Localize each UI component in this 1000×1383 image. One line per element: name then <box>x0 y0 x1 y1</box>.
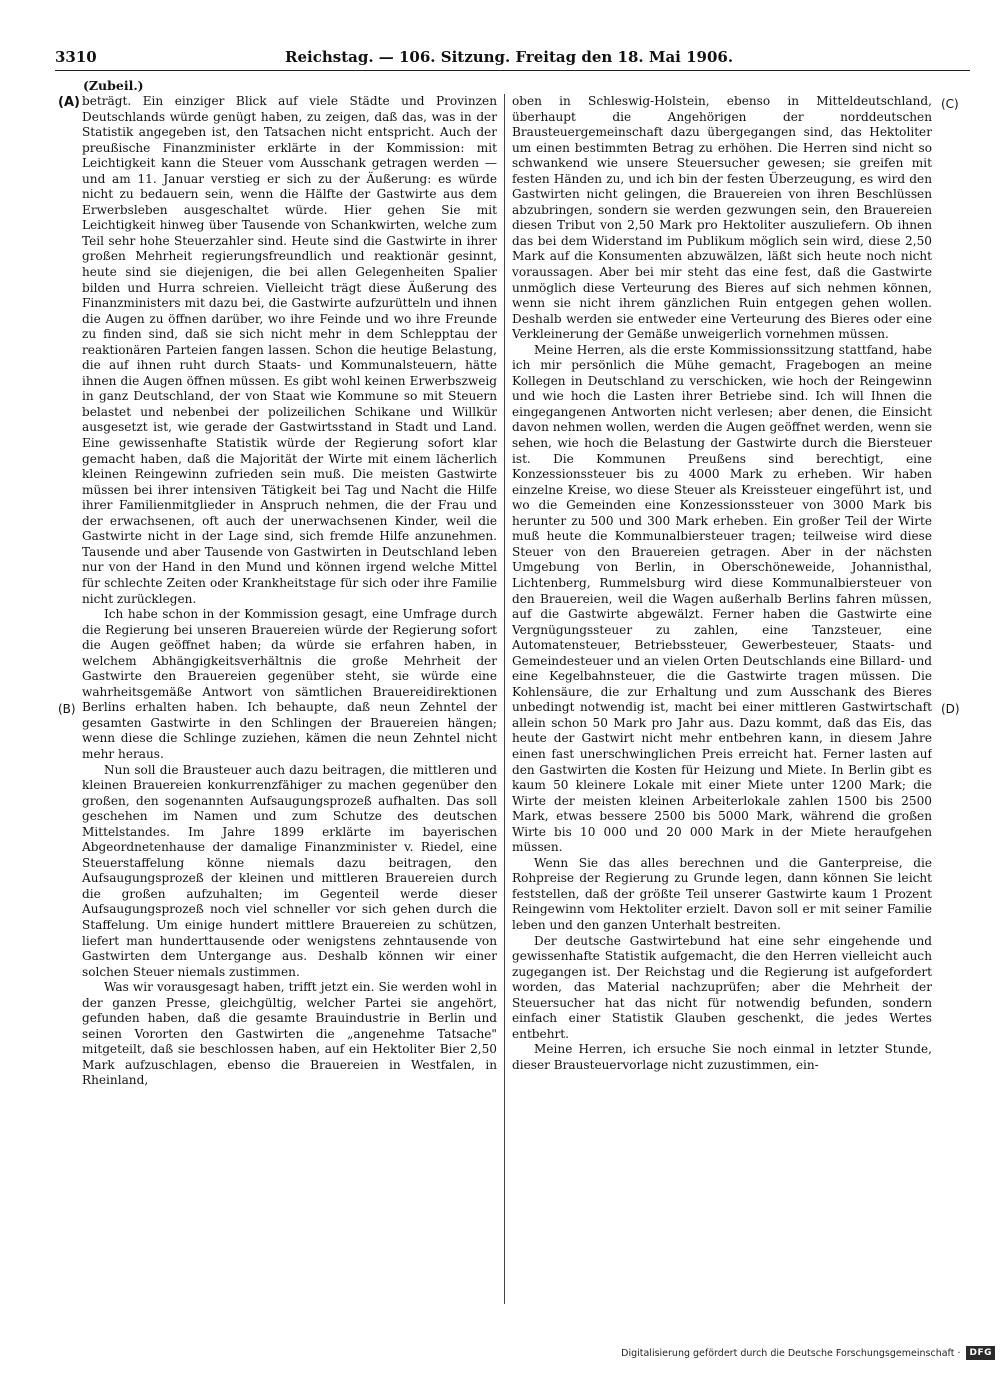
funding-credit <box>600 1341 995 1365</box>
paragraph: beträgt. Ein einziger Blick auf viele Städte und Provinzen Deutschlands würde genügt haben, zu zeigen, daß das, was in der Statistik angegeben ist, den Tatsachen nicht entspricht. Auch der preußische Finanzminister erklärte in der Kommission: mit Leichtigkeit kann die Steuer vom Ausschank getragen werden — und am 11. Januar verstieg er sich zu der Äußerung: es würde nicht zu bedauern sein, wenn die Hälfte der Gastwirte aus dem Erwerbsleben ausgeschaltet würde. Hier gehen Sie mit Leichtigkeit hinweg über Tausende von Schankwirten, welche zum Teil sehr hohe Steuerzahler sind. Heute sind die Gastwirte in ihrer großen Mehrheit regierungsfreundlich und reaktionär gesinnt, heute sind sie diejenigen, die bei allen Gelegenheiten Spalier bilden und Hurra schreien. Vielleicht trägt diese Äußerung des Finanzministers mit dazu bei, die Gastwirte aufzurütteln und ihnen die Augen zu öffnen darüber, wo ihre Feinde und wo ihre Freunde zu finden sind, daß sie sich nicht mehr in dem Schlepptau der reaktionären Parteien fangen lassen. Schon die heutige Belastung, die auf ihnen ruht durch Staats- und Kommunalsteuern, hätte ihnen die Augen öffnen müssen. Es gibt wohl keinen Erwerbszweig in ganz Deutschland, der von Staat wie Kommune so mit Steuern belastet und nebenbei der polizeilichen Schikane und Willkür ausgesetzt ist, wie gerade der Gastwirtsstand in Stadt und Land. Eine gewissenhafte Statistik würde der Regierung sofort klar gemacht haben, daß die Majorität der Wirte mit einem lächerlich kleinen Reingewinn zufrieden sein muß. Die meisten Gastwirte müssen bei ihrer intensiven Tätigkeit bei Tag und Nacht die Hilfe ihrer Familienmitglieder in Anspruch nehmen, die der Frau und der erwachsenen, oft auch der unerwachsenen Kinder, weil die Gastwirte nicht in der Lage sind, sich fremde Hilfe anzunehmen. Tausende und aber Tausende von Gastwirten in Deutschland leben nur von der Hand in den Mund und können irgend welche Mittel für schlechte Zeiten oder Krankheitstage für sich oder ihre Familie nicht zurücklegen. <box>82 94 497 606</box>
margin-marker-c: (C) <box>941 97 959 111</box>
paragraph: Der deutsche Gastwirtebund hat eine sehr eingehende und gewissenhafte Statistik aufgemacht, die den Herren vielleicht auch zugegangen ist. Der Reichstag und die Regierung ist aufgefordert worden, das Material nachzuprüfen; aber die Mehrheit der Steuersucher hat das nicht für notwendig befunden, sondern einfach einer Statistik Glauben geschenkt, die jedes Wertes entbehrt. <box>512 933 932 1041</box>
page-header <box>55 46 970 68</box>
paragraph: Meine Herren, als die erste Kommissionssitzung stattfand, habe ich mir persönlich die Mühe gemacht, Fragebogen an meine Kollegen in Deutschland zu verschicken, wie hoch der Reingewinn und wie hoch die Lasten ihrer Betriebe sind. Ich will Ihnen die eingegangenen Antworten nicht verlesen; aber denen, die Einsicht davon nehmen wollen, werden die Augen geöffnet werden, wenn sie sehen, wie hoch die Belastung der Gastwirte durch die Biersteuer ist. Die Kommunen Preußens sind berechtigt, eine Konzessionssteuer bis zu 4000 Mark zu erheben. Wir haben einzelne Kreise, wo diese Steuer als Kreissteuer eingeführt ist, und wo die Gemeinden eine Konzessionssteuer von 3000 Mark bis herunter zu 500 und 300 Mark erheben. Ein großer Teil der Wirte muß heute die Kommunalbiersteuer tragen; teilweise wird diese Steuer von den Brauereien getragen. Aber in der nächsten Umgebung von Berlin, in Oberschöneweide, Johannisthal, Lichtenberg, Rummelsburg wird diese Kommunalbiersteuer von den Brauereien, weil die Wagen außerhalb Berlins fahren müssen, auf die Gastwirte abgewälzt. Ferner haben die Gastwirte eine Vergnügungssteuer zu zahlen, eine Tanzsteuer, eine Automatensteuer, Betriebssteuer, Gewerbesteuer, Staats- und Gemeindesteuer und an vielen Orten Deutschlands eine Billard- und eine Kegelbahnsteuer, die die Gastwirte tragen müssen. Die Kohlensäure, die zur Erhaltung und zum Ausschank des Bieres unbedingt notwendig ist, macht bei einer mittleren Gastwirtschaft allein schon 50 Mark pro Jahr aus. Dazu kommt, daß das Eis, das heute der Gastwirt nicht mehr entbehren kann, in diesem Jahre einen fast unerschwinglichen Preis erreicht hat. Ferner lasten auf den Gastwirten die Kosten für Heizung und Miete. In Berlin gibt es kaum 50 kleinere Lokale mit einer Miete unter 1200 Mark; die Wirte der meisten kleinen Arbeiterlokale zahlen 1500 bis 2500 Mark, etwas bessere 2500 bis 5000 Mark, während die großen Wirte bis 10 000 und 20 000 Mark in der Miete heraufgehen müssen. <box>512 342 932 855</box>
paragraph: Was wir vorausgesagt haben, trifft jetzt ein. Sie werden wohl in der ganzen Presse, gleichgültig, welcher Partei sie angehört, gefunden haben, daß die gesamte Brauindustrie in Berlin und seinen Vororten den Gastwirten die „angenehme Tatsache" mitgeteilt, daß sie beschlossen haben, auf ein Hektoliter Bier 2,50 Mark aufzuschlagen, ebenso die Brauereien in Westfalen, in Rheinland, <box>82 980 497 1088</box>
margin-marker-b: (B) <box>58 702 76 716</box>
page-number: 3310 <box>55 48 97 66</box>
margin-marker-d: (D) <box>941 702 960 716</box>
margin-marker-a: (A) <box>58 95 80 110</box>
running-title: Reichstag. — 106. Sitzung. Freitag den 18. Mai 1906. <box>285 48 734 66</box>
speaker-name: (Zubeil.) <box>83 78 144 93</box>
paragraph: Meine Herren, ich ersuche Sie noch einmal in letzter Stunde, dieser Brausteuervorlage nicht zuzustimmen, ein- <box>512 1042 932 1072</box>
paragraph: Wenn Sie das alles berechnen und die Ganterpreise, die Rohpreise der Regierung zu Grunde legen, dann können Sie leicht feststellen, daß der größte Teil unserer Gastwirte kaum 1 Prozent Reingewinn vom Hektoliter erzielt. Davon soll er mit seiner Familie leben und den ganzen Unterhalt bestreiten. <box>512 855 932 932</box>
header-rule <box>55 70 970 71</box>
right-column <box>512 94 932 1320</box>
paragraph: Nun soll die Brausteuer auch dazu beitragen, die mittleren und kleinen Brauereien konkurrenzfähiger zu machen gegenüber den großen, den sogenannten Aufsaugungsprozeß aufhalten. Das soll geschehen im Namen und zum Schutze des deutschen Mittelstandes. Im Jahre 1899 erklärte im bayerischen Abgeordnetenhause der damalige Finanzminister v. Riedel, eine Steuerstaffelung könne niemals dazu beitragen, den Aufsaugungsprozeß der kleinen und mittleren Brauereien durch die großen aufzuhalten; im Gegenteil werde dieser Aufsaugungsprozeß noch viel schneller vor sich gehen durch die Staffelung. Um einige hundert mittlere Brauereien zu schützen, liefert man hunderttausende oder wenigstens zehntausende von Gastwirten dem Untergange aus. Deshalb können wir einer solchen Steuer niemals zustimmen. <box>82 762 497 979</box>
paragraph: oben in Schleswig-Holstein, ebenso in Mitteldeutschland, überhaupt die Angehörigen der norddeutschen Brausteuergemeinschaft dazu übergegangen sind, das Hektoliter um einen bestimmten Betrag zu erhöhen. Die Herren sind nicht so schwankend wie unsere Steuersucher gewesen; sie greifen mit festen Händen zu, und ich bin der festen Überzeugung, es wird den Gastwirten nicht gelingen, die Brauereien von ihren Beschlüssen abzubringen, sondern sie werden gezwungen sein, den Brauereien diesen Tribut von 2,50 Mark pro Hektoliter auszuliefern. Ob ihnen das bei dem Widerstand im Publikum möglich sein wird, diese 2,50 Mark auf die Konsumenten abzuwälzen, läßt sich heute noch nicht voraussagen. Aber bei mir steht das eine fest, daß die Gastwirte unmöglich diese Verteurung des Bieres auf sich nehmen können, wenn sie nicht ihrem gänzlichen Ruin entgegen gehen wollen. Deshalb werden sie entweder eine Verteurung des Bieres oder eine Verkleinerung der Gemäße unweigerlich vornehmen müssen. <box>512 94 932 342</box>
paragraph: Ich habe schon in der Kommission gesagt, eine Umfrage durch die Regierung bei unseren Brauereien würde der Regierung sofort die Augen geöffnet haben; da würde sie erfahren haben, in welchem Abhängigkeitsverhältnis die große Mehrheit der Gastwirte den Brauereien gegenüber steht, sie würde eine wahrheitsgemäße Antwort von sämtlichen Brauereidirektionen Berlins erhalten haben. Ich behaupte, daß neun Zehntel der gesamten Gastwirte in den Schlingen der Brauereien hängen; wenn diese die Schlinge zuziehen, kämen die neun Zehntel nicht mehr heraus. <box>82 607 497 761</box>
dfg-logo-icon: DFG <box>966 1346 995 1360</box>
left-column <box>82 94 497 1320</box>
column-divider <box>504 94 505 1304</box>
funding-credit-text: Digitalisierung gefördert durch die Deutsche Forschungsgemeinschaft · <box>621 1347 961 1359</box>
